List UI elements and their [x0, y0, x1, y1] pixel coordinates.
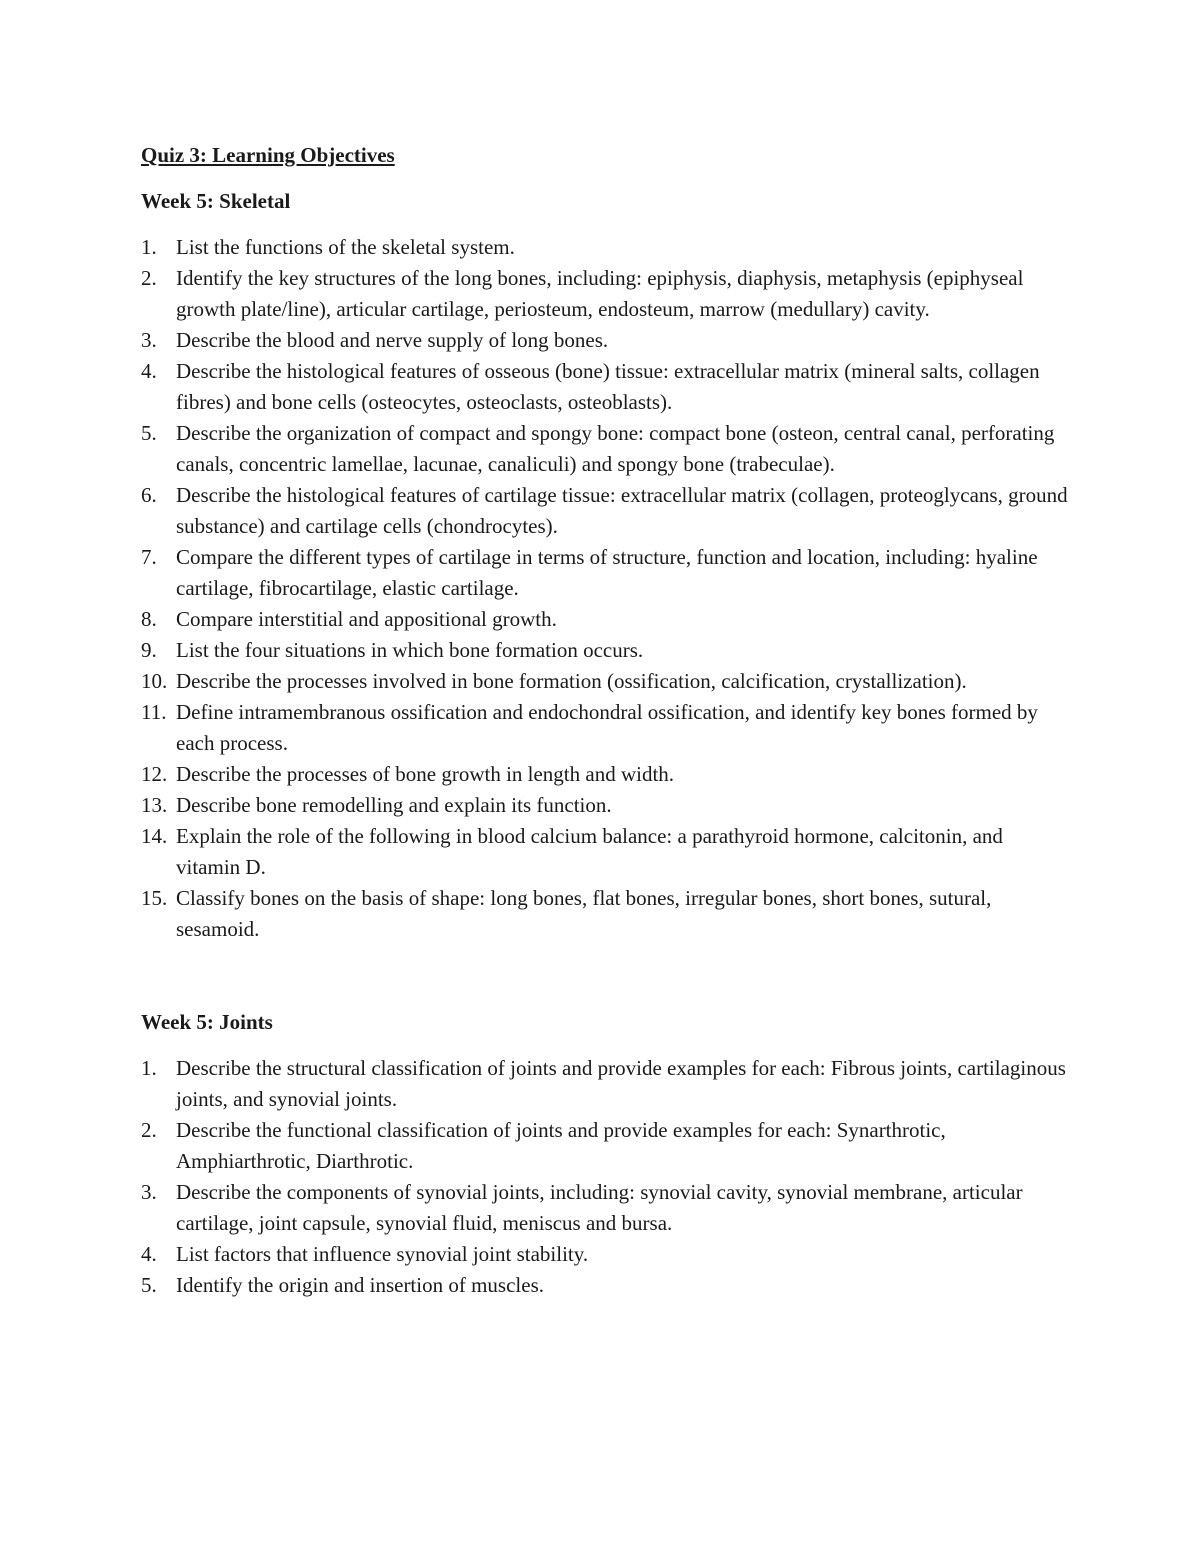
- item-text: Describe the functional classification of joints and provide examples for each: Synarthrotic, Amphiarthrotic, Diarthrotic.: [176, 1118, 946, 1173]
- item-number: 4.: [141, 359, 157, 383]
- item-text: Describe bone remodelling and explain its function.: [176, 793, 612, 817]
- item-text: Identify the origin and insertion of muscles.: [176, 1273, 545, 1297]
- item-number: 5.: [141, 1273, 157, 1297]
- item-text: List the four situations in which bone formation occurs.: [176, 638, 644, 662]
- item-text: Identify the key structures of the long bones, including: epiphysis, diaphysis, metaphysis (epiphyseal growth plate/line), articular cartilage, periosteum, endosteum, marrow (medullary) cavity.: [176, 266, 1024, 321]
- item-text: Compare the different types of cartilage in terms of structure, function and location, including: hyaline cartilage, fibrocartilage, elastic cartilage.: [176, 545, 1038, 600]
- list-item: [141, 604, 1071, 635]
- item-number: 7.: [141, 545, 157, 569]
- list-item: [141, 821, 1071, 883]
- item-number: 8.: [141, 607, 157, 631]
- item-number: 2.: [141, 1118, 157, 1142]
- item-text: Describe the blood and nerve supply of long bones.: [176, 328, 609, 352]
- item-text: Describe the structural classification of joints and provide examples for each: Fibrous joints, cartilaginous joints, and synovial joints.: [176, 1056, 1066, 1111]
- item-number: 13.: [141, 793, 168, 817]
- item-number: 6.: [141, 483, 157, 507]
- list-item: [141, 1177, 1071, 1239]
- list-item: [141, 759, 1071, 790]
- item-number: 15.: [141, 886, 168, 910]
- item-number: 12.: [141, 762, 168, 786]
- item-text: Describe the components of synovial joints, including: synovial cavity, synovial membrane, articular cartilage, joint capsule, synovial fluid, meniscus and bursa.: [176, 1180, 1023, 1235]
- list-item: [141, 542, 1071, 604]
- item-number: 1.: [141, 235, 157, 259]
- item-text: Describe the histological features of osseous (bone) tissue: extracellular matrix (mineral salts, collagen fibres) and bone cells (osteocytes, osteoclasts, osteoblasts).: [176, 359, 1040, 414]
- item-text: List the functions of the skeletal system.: [176, 235, 515, 259]
- item-text: Classify bones on the basis of shape: long bones, flat bones, irregular bones, short bones, sutural, sesamoid.: [176, 886, 992, 941]
- section-heading-skeletal: Week 5: Skeletal: [141, 189, 291, 213]
- list-item: [141, 418, 1071, 480]
- item-text: Compare interstitial and appositional growth.: [176, 607, 557, 631]
- objectives-list-skeletal: [141, 232, 1071, 945]
- objectives-list-joints: [141, 1053, 1071, 1301]
- item-text: Explain the role of the following in blood calcium balance: a parathyroid hormone, calcitonin, and vitamin D.: [176, 824, 1003, 879]
- section-heading-joints: Week 5: Joints: [141, 1010, 273, 1034]
- list-item: [141, 790, 1071, 821]
- item-number: 10.: [141, 669, 168, 693]
- list-item: [141, 325, 1071, 356]
- item-text: Define intramembranous ossification and endochondral ossification, and identify key bones formed by each process.: [176, 700, 1038, 755]
- item-text: Describe the processes of bone growth in length and width.: [176, 762, 675, 786]
- document-title: Quiz 3: Learning Objectives: [141, 143, 395, 167]
- list-item: [141, 635, 1071, 666]
- list-item: [141, 1053, 1071, 1115]
- list-item: [141, 356, 1071, 418]
- list-item: [141, 1115, 1071, 1177]
- list-item: [141, 666, 1071, 697]
- item-number: 4.: [141, 1242, 157, 1266]
- item-number: 2.: [141, 266, 157, 290]
- list-item: [141, 883, 1071, 945]
- list-item: [141, 480, 1071, 542]
- item-number: 3.: [141, 1180, 157, 1204]
- list-item: [141, 263, 1071, 325]
- list-item: [141, 697, 1071, 759]
- document-body: [141, 140, 1071, 1301]
- item-text: Describe the histological features of cartilage tissue: extracellular matrix (collagen, proteoglycans, ground substance) and cartilage cells (chondrocytes).: [176, 483, 1068, 538]
- item-number: 1.: [141, 1056, 157, 1080]
- list-item: [141, 232, 1071, 263]
- item-number: 5.: [141, 421, 157, 445]
- list-item: [141, 1270, 1071, 1301]
- item-number: 11.: [141, 700, 167, 724]
- item-text: Describe the processes involved in bone formation (ossification, calcification, crystallization).: [176, 669, 967, 693]
- item-number: 14.: [141, 824, 168, 848]
- item-text: Describe the organization of compact and spongy bone: compact bone (osteon, central canal, perforating canals, concentric lamellae, lacunae, canaliculi) and spongy bone (trabeculae).: [176, 421, 1055, 476]
- item-number: 9.: [141, 638, 157, 662]
- item-number: 3.: [141, 328, 157, 352]
- item-text: List factors that influence synovial joint stability.: [176, 1242, 589, 1266]
- list-item: [141, 1239, 1071, 1270]
